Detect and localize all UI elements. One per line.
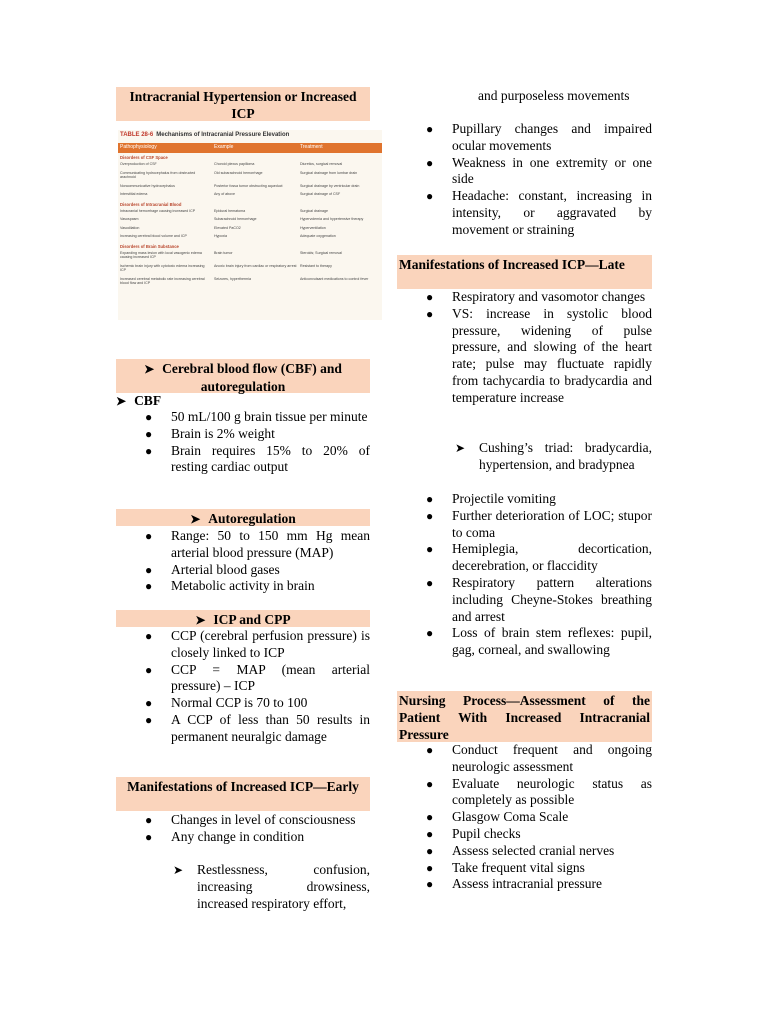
autoregulation-list [145,528,370,595]
list-item: ● Headache: constant, increasing in intensity, or aggravated by movement or straining [426,188,652,237]
table-cell: Posterior fossa tumor obstructing aqueduct [214,183,283,188]
table-col-header: Treatment [300,144,323,150]
list-item: ● CCP (cerebral perfusion pressure) is closely linked to ICP [145,628,370,660]
table-figure [118,130,382,320]
list-item: ● Respiratory pattern alterations including Cheyne-Stokes breathing and arrest [426,574,652,624]
table-col-header: Example [214,144,234,150]
section-header-early [116,777,370,811]
late-list-a [426,289,652,407]
early-sublist [173,862,370,912]
table-header-row [118,143,382,153]
table-cell: Hypoxia [214,234,227,238]
list-item: ● Any change in condition [145,828,305,844]
section-header-cbf [116,359,370,393]
section-header-icp-cpp [116,610,370,627]
list-item: ● Normal CCP is 70 to 100 [145,695,308,711]
table-cell: Old subarachnoid hemorrhage [214,170,263,175]
header-text: ICP and CPP [213,612,291,627]
arrow-icon: ➤ [195,613,206,627]
header-text: Autoregulation [208,511,296,526]
continued-text [452,88,652,105]
table-cell: Epidural hematoma [214,208,246,213]
table-cell: Vasospasm [120,217,139,221]
section-header-icp [116,87,370,121]
list-item: ● Further deterioration of LOC; stupor to coma [426,507,652,540]
section-header-late [397,255,652,289]
list-item: ● Pupillary changes and impaired ocular movements [426,121,652,153]
table-cell: Intracranial hemorrhage causing increased ICP [120,208,196,213]
table-cell: Ischemic brain injury with cytotoxic edema increasing ICP [120,263,205,272]
table-cell: Surgical drainage from lumbar drain [300,170,358,175]
table-cell: Any of above [214,192,235,196]
list-item: ● Hemiplegia, decortication, decerebration, or flaccidity [426,541,652,574]
header-text: Manifestations of Increased ICP—Late [399,257,625,272]
list-item: ● Weakness in one extremity or one side [426,154,652,187]
table-section-title: Disorders of Intracranial Blood [120,201,182,207]
arrow-icon: ➤ [144,362,155,376]
table-cell: Communicating hydrocephalus from obstructed arachnoid [120,170,196,179]
list-item: ➤ Cushing’s triad: bradycardia, hypertension, and bradypnea [455,440,652,472]
arrow-icon: ➤ [116,394,127,408]
icp-cpp-list [145,628,370,746]
table-cell: Expanding mass lesion with local vasogenic edema causing increased ICP [120,250,202,259]
list-item: ● Pupil checks [426,825,521,841]
section-header-autoregulation [116,509,370,526]
late-sublist [455,440,652,474]
table-cell: Noncommunicative hydrocephalus [120,183,175,188]
arrow-icon: ➤ [455,441,466,455]
list-item: ● Loss of brain stem reflexes: pupil, gag, corneal, and swallowing [426,625,652,658]
section-header-nursing [397,691,652,742]
list-item: ➤ Restlessness, confusion, increasing drowsiness, increased respiratory effort, [173,862,370,911]
table-title [118,130,382,141]
nursing-list [426,742,652,893]
list-item: ● Brain is 2% weight [145,425,275,441]
table-cell: Diuretics, surgical removal [300,162,343,166]
list-item: ● Brain requires 15% to 20% of resting cardiac output [145,442,370,475]
continued-line: and purposeless movements [478,88,630,103]
table-cell: Surgical drainage of CSF [300,192,341,196]
header-text: Nursing Process—Assessment of the Patient With Increased Intracranial Pressure [399,693,650,742]
early-list [145,812,370,846]
table-cell: Surgical drainage [300,208,328,213]
table-cell: Brain tumor [214,250,233,255]
list-item: ● Metabolic activity in brain [145,578,315,594]
table-section-title: Disorders of Brain Substance [120,243,179,249]
header-text: Intracranial Hypertension or Increased ICP [129,89,357,121]
table-cell: Choroid plexus papilloma [214,162,255,166]
table-cell: Interstitial edema [120,192,148,196]
table-cell: Increasing cerebral blood volume and ICP [120,234,187,238]
arrow-icon: ➤ [190,512,201,526]
table-cell: Adequate oxygenation [300,234,336,238]
list-item: ● Range: 50 to 150 mm Hg mean arterial blood pressure (MAP) [145,528,370,560]
arrow-icon: ➤ [173,863,184,877]
list-item: ● Projectile vomiting [426,491,556,506]
table-cell: Anticonvulsant medications to control fever [300,276,369,281]
table-cell: Seizures, hyperthermia [214,276,251,281]
table-cell: Elevated PaCO2 [214,225,241,230]
header-text: Cerebral blood flow (CBF) and autoregulation [162,361,342,394]
table-cell: Resistant to therapy [300,263,332,268]
late-list-b [426,491,652,659]
list-item: ● Changes in level of consciousness [145,812,356,827]
list-item: ● Glasgow Coma Scale [426,809,569,825]
list-item: ● Take frequent vital signs [426,859,585,875]
table-cell: Steroids; Surgical removal [300,250,342,255]
table-cell: Overproduction of CSF [120,162,157,166]
cbf-list [145,409,370,476]
list-item: ● Arterial blood gases [145,561,280,577]
table-col-header: Pathophysiology [120,144,157,150]
table-title-text: Mechanisms of Intracranial Pressure Elevation [156,132,290,138]
table-cell: Hypervolemia and hypertensive therapy [300,217,364,221]
list-item: ● Conduct frequent and ongoing neurologic assessment [426,742,652,774]
cbf-label: CBF [134,393,162,408]
cbf-subheading [116,393,161,409]
list-item: ● A CCP of less than 50 results in permanent neuralgic damage [145,711,370,744]
table-cell: Increased cerebral metabolic rate increasing cerebral blood flow and ICP [120,276,205,285]
list-item: ● CCP = MAP (mean arterial pressure) – ICP [145,661,370,694]
table-section-title: Disorders of CSF Space [120,155,168,160]
table-cell: Anoxic brain injury from cardiac or respiratory arrest [214,263,297,268]
list-item: ● Assess selected cranial nerves [426,842,615,858]
table-cell: Subarachnoid hemorrhage [214,217,257,221]
list-item: ● Respiratory and vasomotor changes [426,289,646,304]
list-item: ● VS: increase in systolic blood pressure, widening of pulse pressure, and slowing of the heart rate; pulse may fluctuate rapidly from tachycardia to bradycardia and temperature increase [426,305,652,405]
header-text: Manifestations of Increased ICP—Early [127,779,359,794]
list-item: ● 50 mL/100 g brain tissue per minute [145,409,368,424]
table-cell: Hyperventilation [300,225,326,230]
table-cell: Vasodilation [120,225,140,230]
table-cell: Surgical drainage by ventricular drain [300,183,360,188]
list-item: ● Assess intracranial pressure [426,876,602,892]
table-label: TABLE 28-6 [120,132,154,138]
early-list-cont [426,121,652,239]
list-item: ● Evaluate neurologic status as completely as possible [426,775,652,808]
